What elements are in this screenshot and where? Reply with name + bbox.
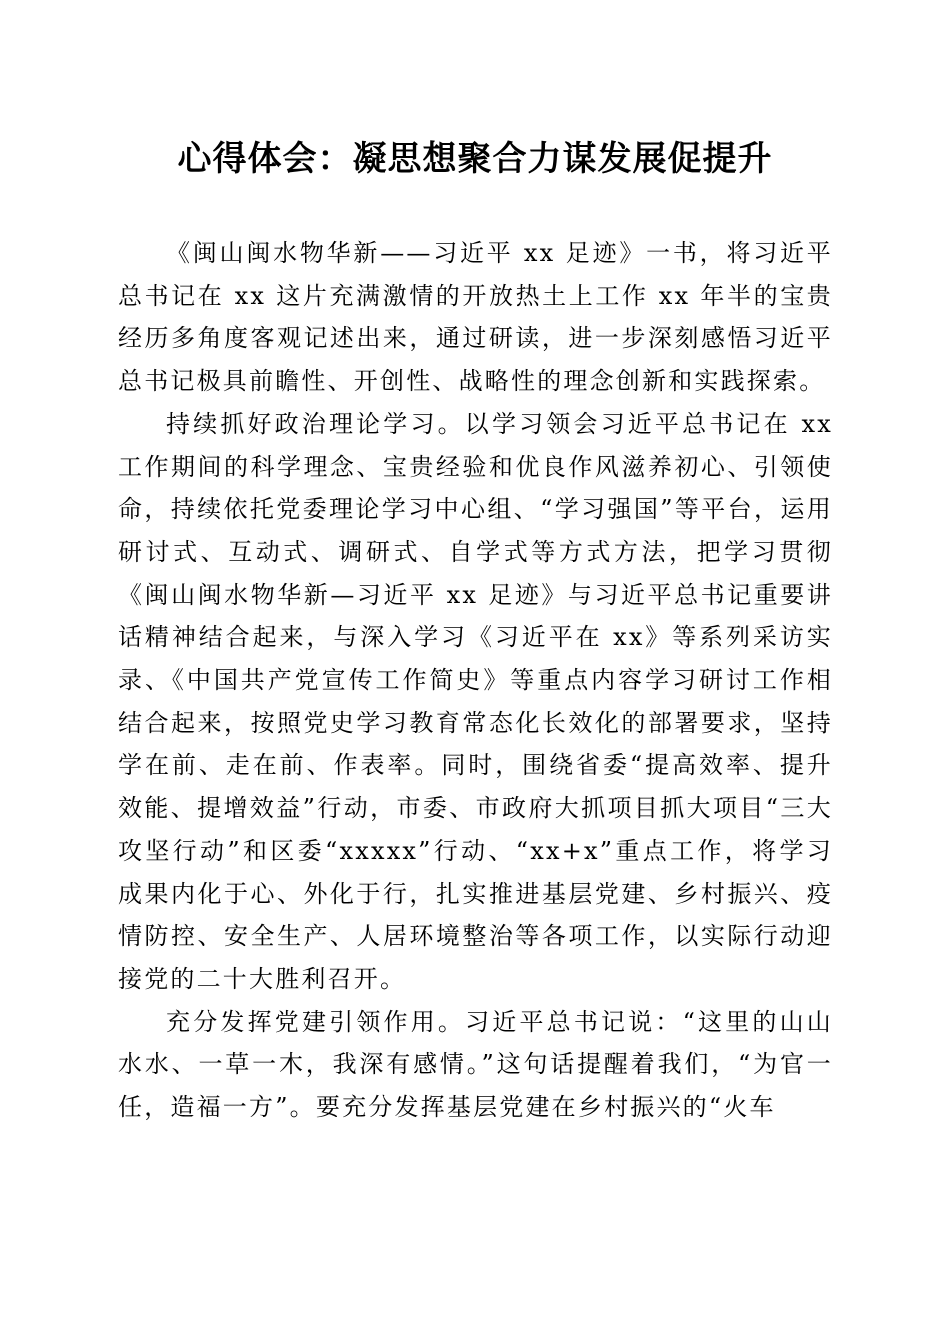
paragraph-political-theory-study: 持续抓好政治理论学习。以学习领会习近平总书记在 xx 工作期间的科学理念、宝贵经验和优良作风滋养初心、引领使命，持续依托党委理论学习中心组、“学习强国”等平台，运用研讨式、互动式、调研式、自学式等方式方法，把学习贯彻《闽山闽水物华新—习近平 xx 足迹》与习近平总书记重要讲话精神结合起来，与深入学习《习近平在 xx》等系列采访实录、《中国共产党宣传工作简史》等重点内容学习研讨工作相结合起来，按照党史学习教育常态化长效化的部署要求，坚持学在前、走在前、作表率。同时，围绕省委“提高效率、提升效能、提增效益”行动，市委、市政府大抓项目抓大项目“三大攻坚行动”和区委“xxxxx”行动、“xx+x”重点工作，将学习成果内化于心、外化于行，扎实推进基层党建、乡村振兴、疫情防控、安全生产、人居环境整治等各项工作，以实际行动迎接党的二十大胜利召开。 bbox=[118, 409, 833, 993]
document-title: 心得体会：凝思想聚合力谋发展促提升 bbox=[177, 139, 773, 179]
paragraph-party-building-leadership: 充分发挥党建引领作用。习近平总书记说：“这里的山山水水、一草一木，我深有感情。”这句话提醒着我们，“为官一任，造福一方”。要充分发挥基层党建在乡村振兴的“火车 bbox=[118, 1007, 833, 1122]
document-body bbox=[118, 232, 833, 1129]
paragraph-intro: 《闽山闽水物华新——习近平 xx 足迹》一书，将习近平总书记在 xx 这片充满激情的开放热土上工作 xx 年半的宝贵经历多角度客观记述出来，通过研读，进一步深刻感悟习近平总书记极具前瞻性、开创性、战略性的理念创新和实践探索。 bbox=[118, 239, 833, 396]
